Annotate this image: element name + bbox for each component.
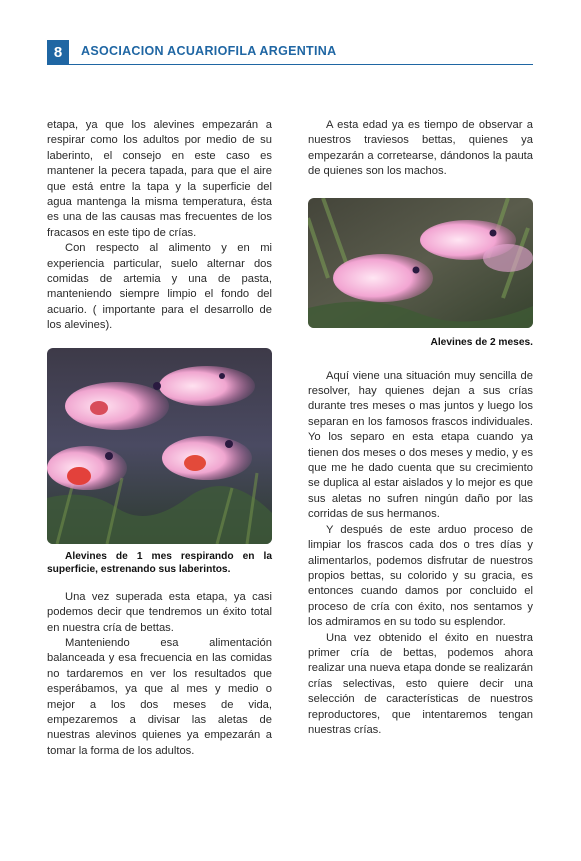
body-paragraph: Una vez obtenido el éxito en nuestra primer cría de bettas, podemos ahora realizar una nueva etapa donde se realizarán crías selectivas, esto quiere decir una selección de características de nuestros reproductores, que intentaremos tengan nuestras crías. — [308, 631, 533, 736]
fry-1-month-photo — [47, 348, 272, 544]
body-paragraph: Manteniendo esa alimentación balanceada y esa frecuencia en las comidas no tardaremos en ver los resultados que esperábamos, ya que al mes y medio o mejor a los dos meses de vida, empezaremos a divisar las aletas de nuestras alevinos quienes ya empezarán a tomar la forma de los adultos. — [47, 636, 272, 757]
body-paragraph: Aquí viene una situación muy sencilla de resolver, hay quienes dejan a sus crías durante tres meses o mas juntos y luego los separan en los famosos frascos individuales. Yo los separo en esta etapa cuando ya tienen dos meses o dos meses y medio, y es que me he dado cuenta que su crecimiento se duplica al estar aislados y lo mejor es que sus aletas no sufren ningún daño por las corridas de sus hermanos. — [308, 369, 533, 521]
body-paragraph: Y después de este arduo proceso de limpiar los frascos cada dos o tres días y alimentarlos, podemos disfrutar de nuestros propios bettas, su colorido y su gracia, es entonces cuando damos por concluido el proceso de cría con éxito, nos sentamos y los admiramos en su todo su esplendor. — [308, 523, 533, 629]
body-paragraph: etapa, ya que los alevines empezarán a respirar como los adultos por medio de su laberinto, el consejo en este caso es mantener la pecera tapada, para que el aire que está entre la tapa y la superficie del agua mantenga la misma temperatura, ésta es una de las causas mas frecuentes de los fracasos en este tipo de crías. — [47, 119, 272, 239]
right-column — [308, 118, 533, 738]
publication-title: ASOCIACION ACUARIOFILA ARGENTINA — [81, 44, 337, 58]
body-paragraph: Con respecto al alimento y en mi experiencia particular, suelo alternar dos comidas de artemia y una de pasta, manteniendo siempre limpio el fondo del acuario. ( importante para el desarrollo de los alevines). — [47, 242, 272, 332]
page-header — [47, 40, 533, 64]
photo-caption: Alevines de 2 meses. — [430, 336, 533, 348]
photo-caption: Alevines de 1 mes respirando en la superficie, estrenando sus laberintos. — [47, 550, 272, 575]
body-paragraph: A esta edad ya es tiempo de observar a nuestros traviesos bettas, quienes ya empezarán a corretearse, dándonos la pauta de quienes son los machos. — [308, 119, 533, 178]
body-paragraph: Una vez superada esta etapa, ya casi podemos decir que tendremos un éxito total en nuestra cría de bettas. — [47, 590, 272, 634]
fry-2-months-photo — [308, 198, 533, 328]
header-divider — [47, 64, 533, 65]
page-number: 8 — [47, 40, 69, 64]
left-column — [47, 118, 272, 759]
